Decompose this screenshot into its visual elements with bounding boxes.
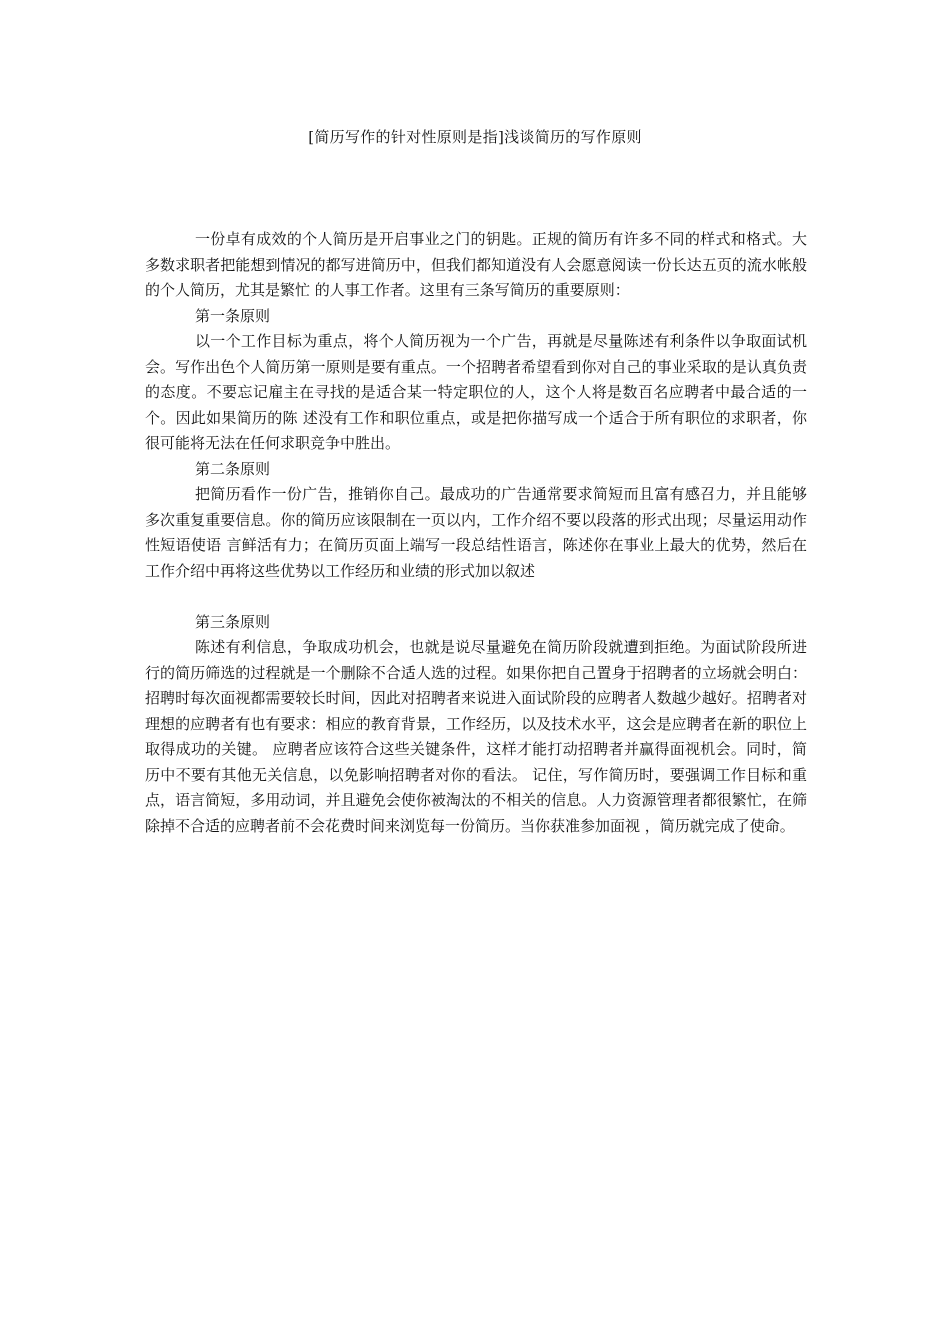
document-title: [简历写作的针对性原则是指]浅谈简历的写作原则 (308, 128, 642, 146)
section-2-heading: 第二条原则 (195, 459, 271, 478)
section-2-paragraph: 把简历看作一份广告，推销你自己。最成功的广告通常要求简短而且富有感召力，并且能够多次重复重要信息。你的简历应该限制在一页以内，工作介绍不要以段落的形式出现；尽量运用动作性短语使语 言鲜活有力；在简历页面上端写一段总结性语言，陈述你在事业上最大的优势，然后在工作介绍中再将这些优势以工作经历和业绩的形式加以叙述 (145, 485, 807, 580)
section-1-heading: 第一条原则 (195, 306, 271, 325)
section-3-paragraph: 陈述有利信息，争取成功机会，也就是说尽量避免在简历阶段就遭到拒绝。为面试阶段所进行的简历筛选的过程就是一个删除不合适人选的过程。如果你把自己置身于招聘者的立场就会明白： 招聘时每次面视都需要较长时间，因此对招聘者来说进入面试阶段的应聘者人数越少越好。招聘者对理想的应聘者有也有要求：相应的教育背景，工作经历，以及技术水平，这会是应聘者在新的职位上取得成功的关键。 应聘者应该符合这些关键条件，这样才能打动招聘者并赢得面视机会。同时，简历中不要有其他无关信息，以免影响招聘者对你的看法。 记住，写作简历时，要强调工作目标和重点，语言简短，多用动词，并且避免会使你被淘汰的不相关的信息。人力资源管理者都很繁忙，在筛除掉不合适的应聘者前不会花费时间来浏览每一份简历。当你获准参加面视 ，简历就完成了使命。 (145, 638, 807, 835)
section-1-paragraph: 以一个工作目标为重点，将个人简历视为一个广告，再就是尽量陈述有利条件以争取面试机会。写作出色个人简历第一原则是要有重点。一个招聘者希望看到你对自己的事业采取的是认真负责的态度。不要忘记雇主在寻找的是适合某一特定职位的人，这个人将是数百名应聘者中最合适的一个。因此如果简历的陈 述没有工作和职位重点，或是把你描写成一个适合于所有职位的求职者，你很可能将无法在任何求职竞争中胜出。 (145, 332, 807, 452)
paragraph-spacer (145, 584, 807, 610)
section-3-heading: 第三条原则 (195, 612, 271, 631)
document-body (145, 227, 807, 839)
intro-paragraph: 一份卓有成效的个人简历是开启事业之门的钥匙。正规的简历有许多不同的样式和格式。大多数求职者把能想到情况的都写进简历中，但我们都知道没有人会愿意阅读一份长达五页的流水帐般的个人简历，尤其是繁忙 的人事工作者。这里有三条写简历的重要原则： (145, 230, 807, 299)
